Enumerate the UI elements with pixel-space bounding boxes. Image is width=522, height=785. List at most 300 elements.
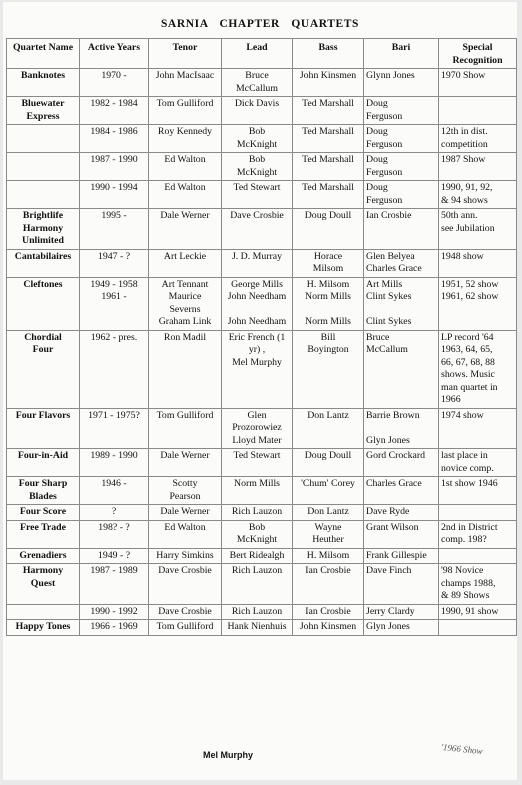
bass-cell [293,520,364,548]
cell-line: 1990, 91, 92, [441,182,493,193]
cell-line: Cantabilaires [14,250,72,262]
years-cell [80,477,149,505]
cell-line: '98 Novice [441,565,484,576]
cell-line: Maurice [168,291,202,302]
cell-line: Rich Lauzon [231,605,283,617]
quartet-name-cell [7,505,80,521]
cell-line: J. D. Murray [231,250,283,262]
cell-line: Scotty [172,478,198,489]
table-row [7,69,517,97]
cell-line: Charles Grace [366,478,422,489]
cell-line: Lloyd Mater [232,434,282,446]
cell-line: see Jubilation [441,222,495,234]
cell-line: Mel Murphy [232,356,282,368]
cell-line: Glen Belyea [366,250,415,262]
cell-line: Norm Mills [305,316,351,327]
years-cell [80,125,149,153]
cell-line: Four-in-Aid [17,450,69,461]
cell-line: last place in [441,450,488,461]
bari-cell [364,505,439,521]
cell-line: Gord Crockard [366,450,426,461]
handwritten-note: '1966 Show [440,741,484,757]
cell-line: Four Sharp [18,478,68,489]
cell-line: Heuther [312,534,344,545]
cell-line: 1948 show [441,250,484,262]
cell-line: 1962 - pres. [90,331,138,343]
cell-line: & 94 shows [441,194,488,206]
header-active-years: Active Years [80,39,149,69]
bari-cell [364,249,439,277]
lead-cell [222,209,293,250]
cell-line: Dave Crosbie [230,210,284,221]
lead-cell [222,181,293,209]
table-row [7,604,517,620]
cell-line: Doug [366,126,388,137]
bass-cell [293,209,364,250]
cell-line: 1989 - 1990 [90,450,138,461]
cell-line: 1984 - 1986 [90,126,138,137]
cell-line: Four [32,344,54,355]
cell-line: Doug Doull [304,210,352,221]
cell-line: Ian Crosbie [366,210,412,221]
table-row [7,505,517,521]
years-cell [80,181,149,209]
cell-line: 66, 67, 68, 88 [441,356,495,368]
cell-line: Ted Marshall [302,126,354,137]
quartet-name-cell [7,520,80,548]
bari-cell [364,209,439,250]
years-cell [80,520,149,548]
cell-line: Dave Crosbie [158,565,212,576]
years-cell [80,449,149,477]
cell-line: Dale Werner [160,210,210,221]
table-row [7,477,517,505]
cell-line: Dave Ryde [366,506,410,517]
quartet-name-cell [7,408,80,449]
cell-line: 1966 [441,394,461,405]
cell-line: Cleftones [23,278,63,290]
recognition-cell [439,181,517,209]
cell-line: Rich Lauzon [231,565,283,576]
quartet-name-cell [7,548,80,564]
bass-cell [293,249,364,277]
cell-line: Clint Sykes [366,316,412,327]
years-cell [80,249,149,277]
cell-line: comp. 198? [441,534,487,545]
tenor-cell [149,181,222,209]
cell-line: Tom Gulliford [156,621,214,632]
cell-line: Ian Crosbie [305,605,351,617]
years-cell [80,604,149,620]
lead-cell [222,69,293,97]
bari-cell [364,449,439,477]
bass-cell [293,620,364,636]
cell-line: Prozorowiez [232,422,282,433]
cell-line: Dale Werner [160,506,210,517]
tenor-cell [149,449,222,477]
bari-cell [364,181,439,209]
cell-line: Ron Madil [163,331,207,343]
cell-line: 1970 - [101,70,127,81]
cell-line: Don Lantz [307,506,349,517]
table-row [7,209,517,250]
cell-line: 'Chum' Corey [301,478,355,489]
tenor-cell [149,249,222,277]
cell-line: Dave Crosbie [158,605,212,617]
tenor-cell [149,153,222,181]
cell-line: John Needham [227,291,287,302]
cell-line: Unlimited [22,235,64,246]
tenor-cell [149,620,222,636]
lead-cell [222,604,293,620]
cell-line: Ted Stewart [233,182,281,193]
header-lead: Lead [222,39,293,69]
cell-line: 1970 Show [441,70,486,81]
quartet-name-cell [7,277,80,330]
bari-cell [364,97,439,125]
tenor-cell [149,97,222,125]
lead-cell [222,330,293,408]
cell-line: 1990 - 1994 [90,182,138,193]
bass-cell [293,408,364,449]
cell-line: & 89 Shows [441,590,490,601]
cell-line: Doug [366,154,388,165]
cell-line: man quartet in [441,381,498,393]
table-row [7,277,517,330]
cell-line: Free Trade [20,521,66,533]
cell-line: Bob [248,154,266,165]
quartet-name-cell [7,477,80,505]
years-cell [80,620,149,636]
bari-cell [364,548,439,564]
table-row [7,330,517,408]
tenor-cell [149,408,222,449]
cell-line: shows. Music [441,369,495,380]
cell-line: 1987 - 1990 [90,154,138,165]
cell-line: Ferguson [366,110,403,122]
header-special-recognition: Special Recognition [439,39,517,69]
cell-line: Hank Nienhuis [227,621,287,632]
bass-cell [293,477,364,505]
cell-line: competition [441,138,488,150]
recognition-cell [439,477,517,505]
cell-line: Bill [320,331,336,343]
tenor-cell [149,548,222,564]
lead-cell [222,505,293,521]
cell-line: George Mills [231,278,283,290]
cell-line: Glyn Jones [366,621,410,632]
cell-line: 1990, 91 show [441,605,499,617]
cell-line: Grenadiers [19,549,67,561]
cell-line: 1995 - [101,210,127,221]
cell-line: Wayne [314,521,342,533]
lead-cell [222,277,293,330]
tenor-cell [149,520,222,548]
cell-line: McKnight [236,534,278,545]
cell-line: John MacIsaac [155,70,215,81]
tenor-cell [149,209,222,250]
bari-cell [364,620,439,636]
table-row [7,564,517,605]
cell-line: Ed Walton [164,154,206,165]
cell-line: Ferguson [366,166,403,178]
tenor-cell [149,125,222,153]
bass-cell [293,604,364,620]
quartet-name-cell [7,209,80,250]
table-row [7,548,517,564]
bari-cell [364,277,439,330]
bari-cell [364,408,439,449]
cell-line: John Kinsmen [299,621,357,632]
cell-line: Ferguson [366,194,403,206]
recognition-cell [439,277,517,330]
cell-line: LP record '64 [441,331,494,343]
cell-line: Charles Grace [366,263,422,274]
bass-cell [293,548,364,564]
tenor-cell [149,564,222,605]
cell-line: Glyn Jones [366,434,410,446]
cell-line: Grant Wilson [366,521,419,533]
tenor-cell [149,477,222,505]
cell-line: Harmony [22,565,64,576]
tenor-cell [149,604,222,620]
recognition-cell [439,505,517,521]
cell-line: 1961, 62 show [441,291,499,302]
cell-line: Doug [366,98,388,109]
cell-line: Dale Werner [160,450,210,461]
cell-line: Barrie Brown [366,409,420,421]
cell-line: Brightlife [22,210,64,221]
bass-cell [293,97,364,125]
cell-line: 1961 - [101,291,127,302]
tenor-cell [149,277,222,330]
bari-cell [364,564,439,605]
lead-cell [222,520,293,548]
recognition-cell [439,97,517,125]
cell-line: Ted Marshall [302,154,354,165]
recognition-cell [439,604,517,620]
header-tenor: Tenor [149,39,222,69]
cell-line: John Kinsmen [299,70,357,81]
cell-line: 50th ann. [441,210,478,221]
cell-line: 1966 - 1969 [90,621,138,632]
table-row [7,125,517,153]
table-row [7,97,517,125]
cell-line: Ted Marshall [302,98,354,109]
bass-cell [293,153,364,181]
cell-line: Rich Lauzon [231,506,283,517]
cell-line: Pearson [169,490,201,502]
recognition-cell [439,153,517,181]
cell-line: John Needham [227,316,287,327]
years-cell [80,505,149,521]
quartet-name-cell [7,97,80,125]
recognition-cell [439,249,517,277]
cell-line: Graham Link [158,316,212,327]
cell-line: ? [111,506,117,517]
bass-cell [293,277,364,330]
cell-line: Bob [248,126,266,137]
cell-line: Don Lantz [307,409,349,421]
cell-line: Ian Crosbie [305,565,351,576]
cell-line: 1963, 64, 65, [441,344,493,355]
table-row [7,449,517,477]
lead-cell [222,249,293,277]
quartet-name-cell [7,249,80,277]
recognition-cell [439,520,517,548]
cell-line: Art Mills [366,278,403,290]
table-row [7,249,517,277]
recognition-cell [439,125,517,153]
recognition-cell [439,449,517,477]
cell-line: Bruce [366,331,390,343]
bari-cell [364,125,439,153]
bass-cell [293,330,364,408]
cell-line: Express [26,110,60,122]
quartet-name-cell [7,620,80,636]
cell-line: 2nd in District [441,521,498,533]
cell-line: novice comp. [441,462,494,474]
cell-line: Harry Simkins [156,549,214,561]
cell-line: 1982 - 1984 [90,98,138,109]
cell-line: Tom Gulliford [156,98,214,109]
bari-cell [364,604,439,620]
cell-line: 12th in dist. [441,126,488,137]
cell-line: Jerry Clardy [366,605,415,617]
recognition-cell [439,209,517,250]
years-cell [80,69,149,97]
cell-line: Chordial [24,331,62,343]
quartet-name-cell [7,449,80,477]
table-row [7,520,517,548]
footer-lead-overflow: Mel Murphy [203,750,254,760]
cell-line: McCallum [366,344,408,355]
bass-cell [293,449,364,477]
years-cell [80,548,149,564]
cell-line: 1987 Show [441,154,486,165]
cell-line: Dick Davis [234,98,280,109]
cell-line: Happy Tones [15,621,71,632]
years-cell [80,408,149,449]
bass-cell [293,69,364,97]
bass-cell [293,564,364,605]
cell-line: Blades [29,490,57,502]
lead-cell [222,97,293,125]
lead-cell [222,125,293,153]
cell-line: Boyington [307,344,349,355]
cell-line: 1947 - ? [97,250,131,262]
cell-line: Glen [247,409,267,421]
cell-line: Four Flavors [15,409,71,421]
recognition-cell [439,564,517,605]
recognition-cell [439,548,517,564]
bari-cell [364,153,439,181]
lead-cell [222,477,293,505]
cell-line: 1987 - 1989 [90,565,138,576]
table-row [7,181,517,209]
cell-line: 1946 - [101,478,127,489]
quartet-name-cell [7,69,80,97]
table-row [7,408,517,449]
lead-cell [222,408,293,449]
lead-cell [222,153,293,181]
cell-line: Bluewater [21,98,65,109]
cell-line: yr) , [248,344,266,355]
header-bari: Bari [364,39,439,69]
recognition-cell [439,330,517,408]
cell-line: 1974 show [441,409,484,421]
years-cell [80,97,149,125]
cell-line: Horace [313,250,343,262]
quartets-table [6,38,517,636]
cell-line: H. Milsom [306,549,350,561]
years-cell [80,277,149,330]
cell-line: Ed Walton [164,521,206,533]
cell-line: McKnight [236,166,278,178]
cell-line: Glynn Jones [366,70,415,81]
quartet-name-cell [7,181,80,209]
document-page [3,2,517,780]
cell-line: McKnight [236,138,278,150]
cell-line: Norm Mills [305,291,351,302]
cell-line: Bob [248,521,266,533]
page-title: SARNIA CHAPTER QUARTETS [160,18,360,30]
table-row [7,620,517,636]
cell-line: Bert Ridealgh [229,549,285,561]
recognition-cell [439,408,517,449]
cell-line: 1990 - 1992 [90,605,138,617]
cell-line: H. Milsom [306,278,350,290]
cell-line: Ferguson [366,138,403,150]
tenor-cell [149,505,222,521]
cell-line: Art Leckie [163,250,207,262]
cell-line: Milsom [312,263,344,274]
cell-line: Severns [169,303,201,315]
quartet-name-cell [7,604,80,620]
cell-line: Banknotes [20,70,66,81]
header-row [7,39,517,69]
bass-cell [293,505,364,521]
cell-line: 1951, 52 show [441,278,499,290]
header-bass: Bass [293,39,364,69]
header-quartet-name: Quartet Name [7,39,80,69]
table-row [7,153,517,181]
cell-line: Frank Gillespie [366,549,427,561]
cell-line: 198? - ? [98,521,130,533]
cell-line: Ted Stewart [233,450,281,461]
cell-line: Norm Mills [234,478,280,489]
recognition-cell [439,69,517,97]
cell-line: Tom Gulliford [156,409,214,421]
cell-line: 1st show 1946 [441,478,498,489]
lead-cell [222,564,293,605]
cell-line: Doug [366,182,388,193]
cell-line: 1971 - 1975? [88,409,140,421]
bari-cell [364,520,439,548]
tenor-cell [149,69,222,97]
cell-line: Quest [30,577,56,589]
bari-cell [364,69,439,97]
years-cell [80,330,149,408]
recognition-cell [439,620,517,636]
cell-line: McCallum [236,82,278,94]
cell-line: Four Score [19,506,67,517]
quartet-name-cell [7,125,80,153]
cell-line: Harmony [22,222,64,234]
cell-line: Dave Finch [366,565,412,576]
cell-line: Art Tennant [161,278,209,290]
cell-line: Ted Marshall [302,182,354,193]
